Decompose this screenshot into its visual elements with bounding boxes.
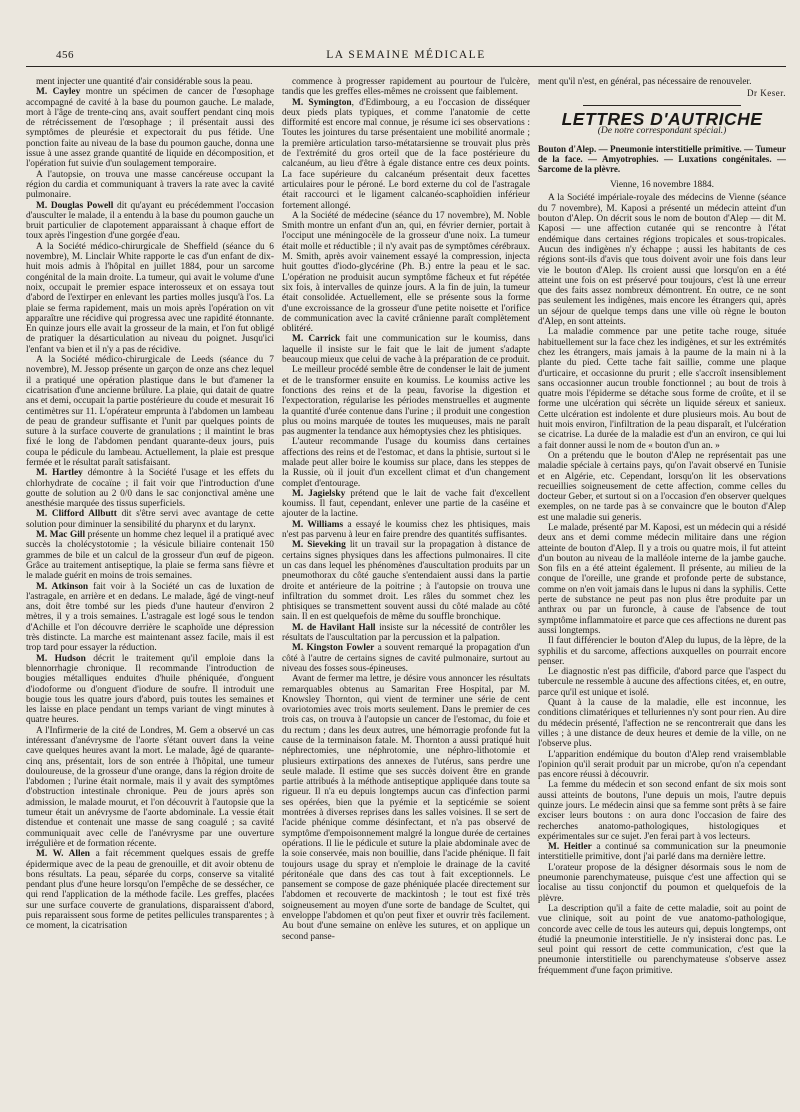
paragraph [282, 98, 530, 211]
paragraph-text: A la Société médico-chirurgicale de Leeds (séance du 7 novembre), M. Jessop présente un garçon de onze ans chez lequel il a pratiqué une opération plastique dans le but d'amener la cicatrisation d'une ancienne brûlure. La plaie, qui datait de quatre ans et demi, occupait la partie postérieure du coude et mesurait 16 centimètres sur 11. L'opérateur emprunta à l'abdomen un lambeau de peau de grandeur suffisante et l'unit par quelques points de suture à la surface couverte de granulations ; il maintint le bras fixé le long de l'abdomen pendant quarante-deux jours, puis coupa le pédicule du lambeau. Actuellement, la plaie est presque fermée et le résultat paraît satisfaisant. [26, 355, 274, 468]
paragraph [282, 643, 530, 674]
journal-title: LA SEMAINE MÉDICALE [326, 49, 486, 61]
paragraph-text: L'apparition endémique du bouton d'Alep rend vraisemblable l'opinion qu'il serait produit par un microbe, qu'on n'a cependant pas encore réussi à découvrir. [538, 749, 786, 781]
speaker-name: M. Douglas Powell [36, 200, 114, 211]
paragraph [26, 654, 274, 726]
paragraph [282, 211, 530, 335]
paragraph [538, 698, 786, 749]
paragraph-text: a fait récemment quelques essais de greffe épidermique avec de la peau de grenouille, et dit avoir obtenu de bons résultats. La peau, séparée du corps, conserve sa vitalité pendant plus d'une heure lorsqu'on l'empêche de se dessécher, ce qui rend l'application de la méthode facile. Les greffes, placées sur une surface couverte de granulations, disparaissent d'abord, puis reparaissent sous forme de petites pellicules transparentes ; à ce moment, la cicatrisation [26, 849, 274, 932]
speaker-name: M. Carrick [292, 334, 341, 345]
paragraph [26, 509, 274, 530]
paragraph [538, 667, 786, 698]
paragraph [538, 327, 786, 451]
section-body [538, 193, 786, 976]
paragraph-text: Avant de fermer ma lettre, je désire vous annoncer les résultats remarquables obtenus au Samaritan Free Hospital, par M. Knowsley Thornton, qui vient de terminer une série de cent ovariotomies avec trois morts seulement. Dans le premier de ces trois cas, on trouva à l'autopsie un cancer de l'estomac, du foie et du rectum ; dans les deux autres, une hémorragie profonde fut la cause de la terminaison fatale. M. Thornton a aussi pratiqué huit néphrectomies, une néphrotomie, une néphro-lithotomie et plusieurs extirpations des annexes de l'utérus, sans perdre une seule malade. Il estime que ses succès doivent être en grande partie attribués à la méthode antiseptique appliquée dans toute sa rigueur. Il n'a eu depuis longtemps aucun cas d'infection parmi ses opérées, bien que la pyémie et la septicémie se soient montrées à diverses reprises dans les salles voisines. Il se sert de l'acide phénique comme désinfectant, et n'a pas observé de symptôme d'empoisonnement malgré la longue durée de certaines opérations. Il lie le pédicule et suture la plaie abdominale avec de la soie conservée, mais non bouillie, dans l'acide phénique. Il fait toujours usage du spray et n'emploie le drainage de la cavité péritonéale que dans des cas tout à fait exceptionnels. Le pansement se compose de gaze phéniquée placée directement sur l'abdomen et recouverte de mackintosh ; le tout est fixé très soigneusement au moyen d'une sorte de bandage de Scultet, qui enveloppe l'abdomen et qu'on peut fixer et ouvrir très facilement. Au bout d'une semaine on enlève les sutures, et on applique un second panse- [282, 674, 530, 942]
paragraph [282, 540, 530, 622]
section-subtitle: (De notre correspondant spécial.) [597, 125, 727, 136]
paragraph-text: A l'autopsie, on trouva une masse cancéreuse occupant la région du cardia et communiquant à travers la rate avec la cavité pulmonaire. [26, 169, 274, 201]
section-title: LETTRES D'AUTRICHE [561, 108, 763, 129]
column-intro-paragraph: ment qu'il n'est, en général, pas nécessaire de renouveler. [538, 77, 752, 87]
paragraph [26, 242, 274, 355]
paragraph [538, 523, 786, 636]
text-columns [26, 77, 786, 1067]
paragraph [538, 904, 786, 976]
paragraph-text: L'orateur propose de la désigner désormais sous le nom de pneumonie parenchymateuse, puisque c'est une affection qui se localise au tissu conjonctif du poumon et quelquefois de la plèvre. [538, 862, 786, 904]
paragraph [538, 780, 786, 842]
paragraph [282, 437, 530, 488]
page-number: 456 [56, 49, 74, 61]
paragraph-text: lit un travail sur la propagation à distance de certains signes physiques dans les affections pulmonaires. Il cite un cas dans lequel les phénomènes d'auscultation produits par un pneumothorax du côté gauche s'entendaient aussi dans la partie droite et antérieure de la poitrine ; à l'autopsie on trouva une infiltration du sommet droit. Les râles du sommet chez les phtisiques se transmettent souvent aussi du côté malade au côté sain. Il en est quelquefois de même du souffle bronchique. [282, 540, 530, 623]
paragraph [26, 582, 274, 654]
paragraph-text: La femme du médecin et son second enfant de six mois sont aussi atteints de boutons, l'une depuis un mois, l'autre depuis quinze jours. Le médecin ainsi que sa femme sont prêts à se faire exciser leurs boutons : on aura donc l'occasion de faire des recherches anatomo-pathologiques, histologiques et expérimentales sur ce sujet. J'en ferai part à vos lecteurs. [538, 780, 786, 842]
speaker-name: M. Mac Gill [36, 530, 86, 541]
column-left [26, 77, 274, 1067]
paragraph [538, 193, 786, 327]
paragraph-text: décrit le traitement qu'il emploie dans la blennorrhagie chronique. Il recommande l'introduction de bougies métalliques enduites d'huile phéniquée, d'onguent d'iodoforme ou d'onguent d'iodure de soufre. Il introduit une bougie tous les quatre jours d'abord, puis toutes les semaines et les laisse en place pendant un temps variant de vingt minutes à quatre heures. [26, 653, 274, 726]
dateline: Vienne, 16 novembre 1884. [610, 180, 714, 191]
paragraph [538, 451, 786, 523]
speaker-name: M. Williams [292, 519, 344, 530]
speaker-name: M. de Havilant Hall [292, 622, 376, 633]
paragraph-text: a essayé le koumiss chez les phtisiques, mais n'est pas parvenu à leur en faire prendre des quantités suffisantes. [282, 519, 530, 541]
column-right [538, 77, 786, 1067]
paragraph-text: ment injecter une quantité d'air considérable sous la peau. [36, 77, 253, 87]
speaker-name: M. Hudson [36, 653, 86, 664]
paragraph-text: commence à progresser rapidement au pourtour de l'ulcère, tandis que les greffes elles-mêmes ne croissent que faiblement. [282, 77, 530, 98]
paragraph-text: Il faut différencier le bouton d'Alep du lupus, de la lèpre, de la syphilis et du sarcome, affections auxquelles on pourrait encore penser. [538, 636, 786, 667]
paragraph [26, 355, 274, 468]
paragraph [282, 623, 530, 644]
section-divider [583, 105, 742, 106]
paragraph [282, 520, 530, 541]
section-summary: Bouton d'Alep. — Pneumonie interstitielle primitive. — Tumeur de la face. — Amyotrophies. — Luxations congénitales. — Sarcome de la plèvre. [538, 144, 786, 175]
speaker-name: M. Heitler [548, 842, 592, 853]
paragraph [538, 750, 786, 781]
paragraph [26, 726, 274, 850]
speaker-name: M. Sieveking [292, 540, 346, 551]
paragraph [538, 636, 786, 667]
speaker-name: M. Clifford Allbutt [36, 509, 117, 520]
paragraph-text: démontre à la Société l'usage et les effets du chlorhydrate de cocaïne ; il fait voir que l'introduction d'une goutte de solution au 2 0/0 dans le sac conjonctival amène une anesthésie marquée des tissus superficiels. [26, 468, 274, 510]
paragraph [282, 489, 530, 520]
paragraph [538, 842, 786, 863]
speaker-name: M. W. Allen [36, 849, 90, 860]
paragraph-text: dit s'être servi avec avantage de cette solution pour diminuer la sensibilité du pharynx et du larynx. [26, 509, 274, 530]
paragraph [282, 674, 530, 942]
paragraph-text: La maladie commence par une petite tache rouge, située habituellement sur la face chez les indigènes, et sur les extrémités chez les étrangers, mais jamais à la paume de la main ni à la plante du pied. Cette tache fait saillie, comme une plaque d'urticaire, et occasionne du prurit ; elle s'accroît insensiblement sans occasionner aucun trouble fonctionnel ; au bout de trois à quatre mois l'épiderme se détache sous forme de croûte, et il se forme une ulcération qui sécrète un liquide séreux et sanieux. Cette ulcération est indolente et dure plusieurs mois. Au bout de huit mois environ, l'infiltration de la peau disparaît, et l'ulcération se cicatrise. La durée de la maladie est d'un an environ, ce qui lui a fait donner aussi le nom de « bouton d'un an. » [538, 327, 786, 451]
paragraph [26, 77, 274, 87]
speaker-name: M. Hartley [36, 468, 83, 479]
paragraph-text: présente un homme chez lequel il a pratiqué avec succès la cholécystotomie ; la vésicule biliaire contenait 150 grammes de bile et un calcul de la grosseur d'un œuf de pigeon. Grâce au traitement antiseptique, la plaie se ferma sans fièvre et le malade guérit en moins de trois semaines. [26, 530, 274, 582]
paragraph-text: a souvent remarqué la propagation d'un côté à l'autre de certains signes de cavité pulmonaire, surtout au niveau des fosses sous-épineuses. [282, 643, 530, 674]
paragraph-text: A la Société médico-chirurgicale de Sheffield (séance du 6 novembre), M. Linclair White rapporte le cas d'un enfant de dix-huit mois admis à l'hôpital en juillet 1884, pour un sarcome congénital de la main droite. La tumeur, qui avait le volume d'une noix, occupait le premier espace interosseux et on essaya tout d'abord de l'extirper en enlevant les parties molles jusqu'à l'os. La plaie se ferma rapidement, mais un mois après l'opération on vit apparaître une récidive qui progressa avec une rapidité étonnante. En quinze jours elle avait la grosseur de la main, et l'on fut obligé de pratiquer la désarticulation au niveau du poignet. Jusqu'ici l'enfant va bien et il n'y a pas de récidive. [26, 241, 274, 355]
paragraph-text: montre un spécimen de cancer de l'œsophage accompagné de cavité à la base du poumon gauche. Le malade, mort à l'âge de trente-cinq ans, avait souffert pendant cinq mois de rétrécissement de l'œsophage ; il présentait aussi des symptômes de pleurésie et expectorait du pus fétide. Une ponction faite au niveau de la base du poumon gauche, donna une issue à une assez grande quantité de liquide en décomposition, et l'opération fut suivie d'un soulagement temporaire. [26, 87, 274, 170]
paragraph-text: A la Société de médecine (séance du 17 novembre), M. Noble Smith montre un enfant d'un an, qui, en février dernier, portait à l'occiput une méningocèle de la grosseur d'une noix. La tumeur était molle et réductible ; il n'y avait pas de symptômes cérébraux. M. Smith, après avoir vainement essayé la compression, injecta huit gouttes d'iodo-glycérine (Ph. B.) entre la peau et le sac. L'opération ne produisit aucun symptôme fâcheux et fut répétée six fois, à intervalles de quinze jours. A la fin de juin, la tumeur était consolidée. Actuellement, elle se présente sous la forme d'une excroissance de la grosseur d'une petite noisette et l'orifice de communication avec la cavité crânienne paraît complètement oblitéré. [282, 210, 530, 335]
paragraph-text: prétend que le lait de vache fait d'excellent koumiss. Il faut, cependant, enlever une partie de la caséine et ajouter de la lactine. [282, 488, 530, 520]
paragraph [282, 77, 530, 98]
paragraph [282, 365, 530, 437]
paragraph-text: Le meilleur procédé semble être de condenser le lait de jument et de le transformer ensuite en koumiss. Le koumiss active les fonctions des reins et de la peau, favorise la digestion et l'expectoration, régularise les périodes menstruelles et augmente la quantité d'urée contenue dans l'urine ; il produit une congestion plus ou moins marquée de toutes les muqueuses, mais ne paraît pas augmenter la tendance aux hémoptysies chez les phtisiques. [282, 365, 530, 438]
speaker-name: M. Cayley [36, 87, 81, 98]
paragraph-text: On a prétendu que le bouton d'Alep ne représentait pas une maladie spéciale à certains pays, qu'on l'avait observé en Tunisie et en Algérie, etc. Cependant, lorsqu'on lit les observations recueillies soigneusement de cette affection, comme celles du docteur Geber, et surtout si on a l'occasion d'en observer quelques exemples, on ne tarde pas à se convaincre que le bouton d'Alep est une maladie sui generis. [538, 450, 786, 523]
paragraph-text: A l'Infirmerie de la cité de Londres, M. Gem a observé un cas intéressant d'anévrysme de l'aorte s'étant ouvert dans la veine cave quelques heures avant la mort. Le malade, âgé de quarante-cinq ans, présentait, lors de son entrée à l'hôpital, une tumeur douloureuse, de la grosseur d'une orange, dans la région droite de l'abdomen ; l'urine était normale, mais il y avait des symptômes d'obstruction intestinale chronique. Peu de jours après son admission, le malade mourut, et l'on découvrit à l'autopsie que la tumeur était un anévrysme de l'aorte abdominale. La vessie était distendue et contenait une masse de sang coagulé ; sa cavité communiquait avec celle de l'anévrysme par une ouverture irrégulière et de formation récente. [26, 725, 274, 849]
speaker-name: M. Symington [292, 97, 352, 108]
paragraph [26, 87, 274, 169]
paragraph-text: Le diagnostic n'est pas difficile, d'abord parce que l'aspect du tubercule ne ressemble à aucune des affections citées, et, en outre, parce qu'il est unique et isolé. [538, 667, 786, 698]
paragraph-text: insiste sur la nécessité de contrôler les résultats de l'auscultation par la percussion et la palpation. [282, 622, 530, 644]
paragraph [26, 849, 274, 931]
column-middle [282, 77, 530, 1067]
speaker-name: M. Jagielsky [292, 488, 346, 499]
paragraph [26, 170, 274, 201]
paragraph-text: a continué sa communication sur la pneumonie interstitielle primitive, dont j'ai parlé dans ma dernière lettre. [538, 842, 786, 863]
paragraph-text: La description qu'il a faite de cette maladie, soit au point de vue clinique, soit au point de vue anatomo-pathologique, concorde avec celle de tous les auteurs qui, depuis longtemps, ont étudié la pneumonie interstitielle. Je n'y insisterai donc pas. Le seul point qui ressort de cette communication, c'est que la pneumonie interstitielle ou parenchymateuse s'observe assez fréquemment d'une façon primitive. [538, 903, 786, 976]
signature: Dr Keser. [747, 88, 786, 99]
paragraph-text: , d'Edimbourg, a eu l'occasion de disséquer deux pieds plats typiques, et comme l'anatomie de cette difformité est encore mal connue, je résume ici ses observations : Toutes les jointures du tarse présentaient une mobilité anormale ; la première articulation tarso-métatarsienne se trouvait plus près de l'extrémité du gros orteil que de la face postérieure du calcanéum, au lieu d'être à égale distance entre ces deux points. La face supérieure du calcanéum présentait deux facettes articulaires pour le péroné. Le bord externe du col de l'astragale était raccourci et le ligament calcanéo-scaphoïdien inférieur fortement allongé. [282, 97, 530, 211]
speaker-name: M. Atkinson [36, 581, 89, 592]
paragraph-text: fait voir à la Société un cas de luxation de l'astragale, en arrière et en dedans. Le malade, âgé de vingt-neuf ans, doit être tombé sur les pieds d'une hauteur d'environ 2 mètres, il y a trois semaines. L'astragale est logé sous le tendon d'Achille et l'on découvre derrière le scaphoïde une dépression très distincte. La marche est maintenant assez facile, mais il est trop tard pour essayer la réduction. [26, 581, 274, 654]
speaker-name: M. Kingston Fowler [292, 643, 375, 654]
paragraph-text: fait une communication sur le koumiss, dans laquelle il insiste sur le fait que le lait de jument s'adapte beaucoup mieux que celui de vache à la préparation de ce produit. [282, 334, 530, 366]
paragraph [538, 863, 786, 904]
paragraph [282, 334, 530, 365]
page-header [26, 40, 786, 67]
paragraph-text: Le malade, présenté par M. Kaposi, est un médecin qui a résidé deux ans et demi comme médecin militaire dans une région atteinte de bouton d'Alep. Il y a trois ou quatre mois, il fut atteint d'un bouton au niveau de la malléole interne de la jambe gauche. Son fils en a été atteint également. Il présente, au milieu de la conque de l'oreille, une grande et profonde perte de substance, comme on n'en voit jamais dans le lupus ni dans la syphilis. Cette perte de substance ne peut pas non plus être produite par un anthrax ou par un furoncle, à cause de l'absence de tout symptôme inflammatoire et parce que ces affections ne durent pas aussi longtemps. [538, 522, 786, 636]
page [0, 40, 800, 1112]
paragraph [26, 201, 274, 242]
paragraph-text: Quant à la cause de la maladie, elle est inconnue, les conditions climatériques et telluriennes n'y sont pour rien. Au dire du médecin présenté, l'affection ne se rencontrerait que dans les villes ; à une distance de deux heures et demie de la ville, on ne l'observe plus. [538, 698, 786, 750]
paragraph [26, 468, 274, 509]
paragraph-text: A la Société impériale-royale des médecins de Vienne (séance du 7 novembre), M. Kaposi a présenté un médecin atteint d'un bouton d'Alep. On décrit sous le nom de bouton d'Alep — dit M. Kaposi — une affection cutanée qui se rencontre à l'état endémique dans certaines régions tropicales et sous-tropicales. Aucun des indigènes n'y échappe ; aussi les habitants de ces régions sont-ils d'avis que tous doivent avoir une fois dans leur vie le bouton d'Alep. Ils croient aussi que lorsqu'on en a été atteint une fois on est préservé pour toujours, c'est là une erreur que des faits assez nombreux démontrent. En outre, ce ne sont pas seulement les indigènes, mais encore les étrangers qui, après un séjour de quelque temps dans une ville où règne le bouton d'Alep, en sont atteints. [538, 193, 786, 328]
paragraph-text: dit qu'ayant eu précédemment l'occasion d'ausculter le malade, il a entendu à la base du poumon gauche un bruit particulier de clapotement apparaissant à chaque effort de toux après l'ingestion d'une gorgée d'eau. [26, 200, 274, 242]
paragraph-text: L'auteur recommande l'usage du koumiss dans certaines affections des reins et de l'estomac, et dans la phtisie, surtout si le malade peut aller boire le koumiss sur place, dans les steppes de la Russie, où il jouit d'un excellent climat et d'un changement complet d'entourage. [282, 437, 530, 489]
paragraph [26, 530, 274, 581]
